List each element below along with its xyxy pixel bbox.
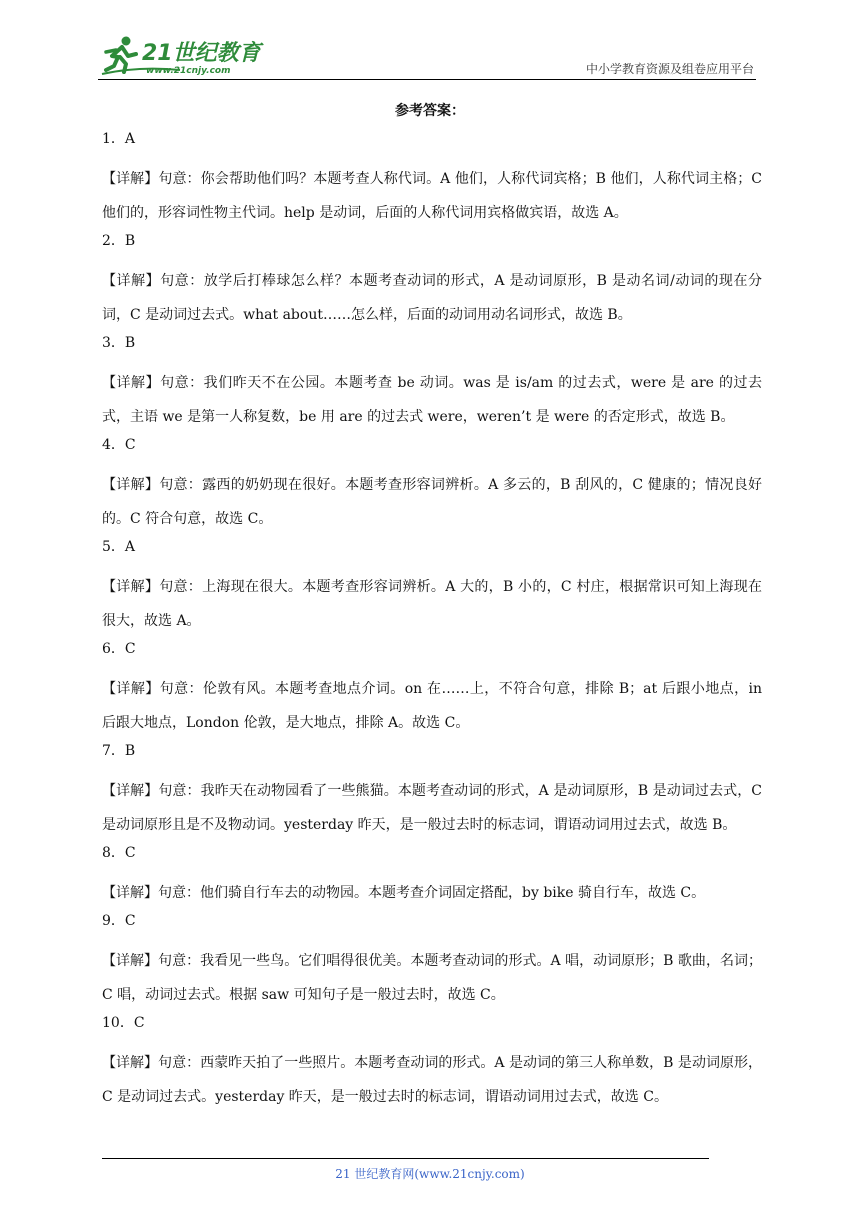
answer-explanation: 【详解】句意：露西的奶奶现在很好。本题考查形容词辨析。A 多云的，B 刮风的，C 健康的；情况良好的。C 符合句意，故选 C。 (102, 477, 762, 527)
answer-item (102, 230, 762, 332)
answer-number: 4．C (102, 437, 136, 453)
header-divider (98, 79, 756, 80)
answer-list (102, 128, 762, 1114)
answer-explanation: 【详解】句意：你会帮助他们吗？本题考查人称代词。A 他们，人称代词宾格；B 他们，人称代词主格；C 他们的，形容词性物主代词。help 是动词，后面的人称代词用宾格做宾语，故选 A。 (102, 171, 762, 221)
footer-link[interactable]: 21 世纪教育网(www.21cnjy.com) (335, 1167, 525, 1181)
page-title: 参考答案： (395, 103, 465, 119)
answer-item (102, 536, 762, 638)
answer-item (102, 1012, 762, 1114)
logo-runner-icon (98, 30, 268, 78)
answer-number: 5．A (102, 539, 136, 555)
answer-item (102, 638, 762, 740)
answer-number: 8．C (102, 845, 136, 861)
answer-number: 1．A (102, 131, 136, 147)
page-header (98, 30, 756, 80)
answer-item (102, 332, 762, 434)
answer-item (102, 910, 762, 1012)
answer-number: 7．B (102, 743, 136, 759)
site-logo (98, 30, 268, 78)
answer-number: 10．C (102, 1015, 145, 1031)
answer-number: 9．C (102, 913, 136, 929)
answer-item (102, 740, 762, 842)
answer-explanation: 【详解】句意：放学后打棒球怎么样？本题考查动词的形式，A 是动词原形，B 是动名词/动词的现在分词，C 是动词过去式。what about……怎么样，后面的动词用动名词形式，故选 B。 (102, 273, 762, 323)
answer-explanation: 【详解】句意：他们骑自行车去的动物园。本题考查介词固定搭配，by bike 骑自行车，故选 C。 (102, 885, 706, 901)
answer-number: 2．B (102, 233, 136, 249)
answer-number: 3．B (102, 335, 136, 351)
answer-explanation: 【详解】句意：我们昨天不在公园。本题考查 be 动词。was 是 is/am 的过去式，were 是 are 的过去式，主语 we 是第一人称复数，be 用 are 的过去式 were，weren’t 是 were 的否定形式，故选 B。 (102, 375, 762, 425)
platform-name: 中小学教育资源及组卷应用平台 (585, 62, 754, 76)
logo-text: 21世纪教育 (142, 41, 261, 66)
answer-item (102, 842, 762, 910)
answer-explanation: 【详解】句意：上海现在很大。本题考查形容词辨析。A 大的，B 小的，C 村庄，根据常识可知上海现在很大，故选 A。 (102, 579, 762, 629)
answer-explanation: 【详解】句意：我昨天在动物园看了一些熊猫。本题考查动词的形式，A 是动词原形，B 是动词过去式，C 是动词原形且是不及物动词。yesterday 昨天，是一般过去时的标志词，谓语动词用过去式，故选 B。 (102, 783, 762, 833)
footer-divider (102, 1158, 709, 1159)
answer-item (102, 128, 762, 230)
answer-number: 6．C (102, 641, 136, 657)
answer-explanation: 【详解】句意：我看见一些鸟。它们唱得很优美。本题考查动词的形式。A 唱，动词原形；B 歌曲，名词；C 唱，动词过去式。根据 saw 可知句子是一般过去时，故选 C。 (102, 953, 762, 1003)
answer-explanation: 【详解】句意：西蒙昨天拍了一些照片。本题考查动词的形式。A 是动词的第三人称单数，B 是动词原形，C 是动词过去式。yesterday 昨天，是一般过去时的标志词，谓语动词用过去式，故选 C。 (102, 1055, 762, 1105)
logo-url: www.21cnjy.com (146, 66, 231, 76)
answer-item (102, 434, 762, 536)
answer-explanation: 【详解】句意：伦敦有风。本题考查地点介词。on 在……上，不符合句意，排除 B；at 后跟小地点，in 后跟大地点，London 伦敦，是大地点，排除 A。故选 C。 (102, 681, 762, 731)
